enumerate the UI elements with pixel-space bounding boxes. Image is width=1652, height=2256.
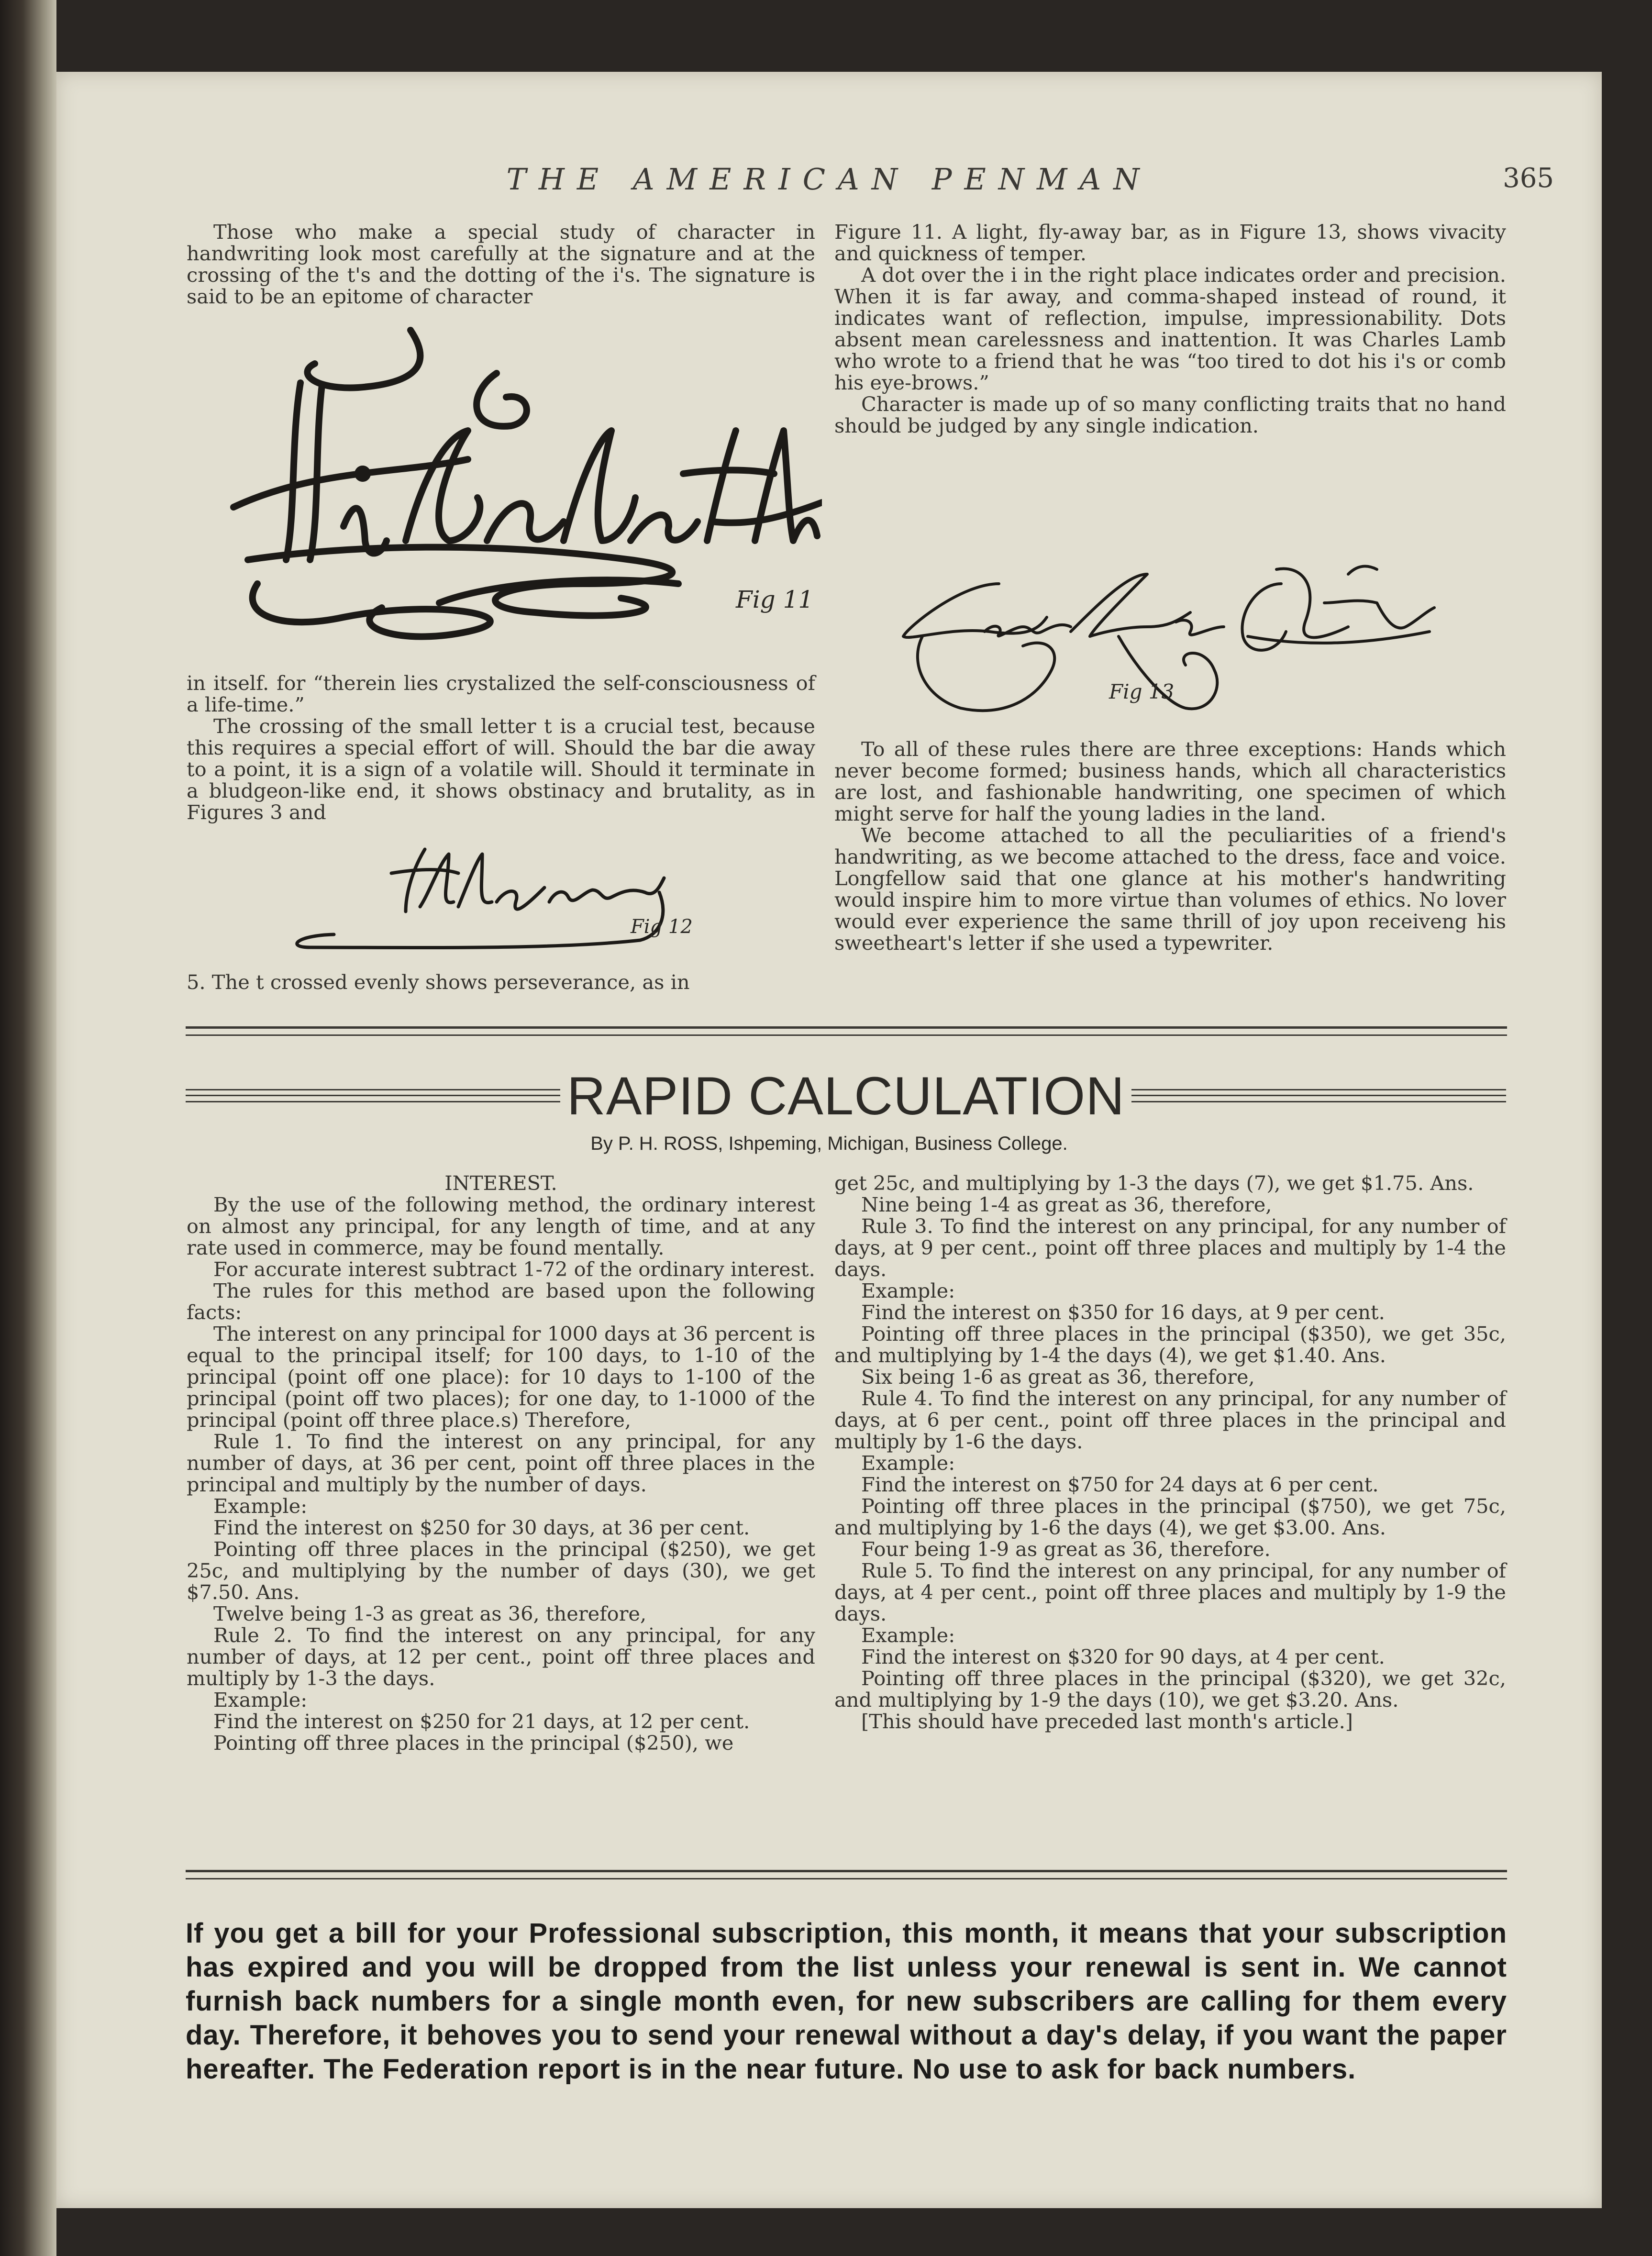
paragraph: get 25c, and multiplying by 1-3 the days (7), we get $1.75. Ans. xyxy=(834,1171,1474,1195)
running-title: THE AMERICAN PENMAN xyxy=(506,162,1152,197)
paragraph: The crossing of the small letter t is a crucial test, because this requires a special effort of will. Should the bar die away to a point, it is a sign of a volatile will. Should it terminate in a bludgeon-like end, it shows obstinacy and brutality, as in Figures 3 and xyxy=(187,714,815,824)
paragraph: Pointing off three places in the principal ($750), we get 75c, and multiplying by 1-6 the days (4), we get $3.00. Ans. xyxy=(834,1494,1506,1539)
article2-byline: By P. H. ROSS, Ishpeming, Michigan, Business College. xyxy=(590,1133,1068,1154)
paragraph: Find the interest on $320 for 90 days, at 4 per cent. xyxy=(861,1645,1385,1668)
title-rule-right xyxy=(1131,1089,1506,1102)
subscription-notice: If you get a bill for your Professional subscription, this month, it means that your subscription has expired and you will be dropped from the list unless your renewal is sent in. We cannot furnish back numbers for a single month even, for new subscribers are calling for them every day. Therefore, it behoves you to send your renewal without a day's delay, if you want the paper hereafter. The Federation report is in the near future. No use to ask for back numbers. xyxy=(186,1918,1507,2085)
paragraph: Find the interest on $250 for 30 days, at 36 per cent. xyxy=(213,1516,750,1539)
paragraph: Those who make a special study of character in handwriting look most carefully at the signature and at the crossing of the t's and the dotting of the i's. The signature is said to be an epitome of character xyxy=(187,220,815,308)
magazine-page xyxy=(56,72,1602,2208)
title-rule-left xyxy=(186,1089,560,1102)
paragraph: Example: xyxy=(861,1279,955,1302)
paragraph: Pointing off three places in the principal ($320), we get 32c, and multiplying by 1-9 the days (10), we get $3.20. Ans. xyxy=(834,1667,1506,1711)
paragraph: Rule 5. To find the interest on any principal, for any number of days, at 4 per cent., point off three places and multiply by 1-9 the days. xyxy=(834,1559,1506,1625)
article1-left-mid xyxy=(187,672,815,845)
paragraph: in itself. for “therein lies crystalized the self-consciousness of a life-time.” xyxy=(187,671,815,716)
paragraph: 5. The t crossed evenly shows perseverance, as in xyxy=(187,970,690,994)
article1-left-bottom xyxy=(187,971,815,995)
paragraph: Example: xyxy=(861,1623,955,1647)
paragraph: Six being 1-6 as great as 36, therefore, xyxy=(861,1365,1255,1389)
article2-right-column xyxy=(834,1172,1506,1852)
article2-title: RAPID CALCULATION xyxy=(566,1066,1125,1126)
article1-left-top xyxy=(187,221,815,307)
paragraph: Find the interest on $750 for 24 days at 6 per cent. xyxy=(861,1473,1379,1496)
paragraph: Find the interest on $350 for 16 days, at 9 per cent. xyxy=(861,1300,1385,1324)
section-divider xyxy=(186,1026,1507,1036)
paragraph: For accurate interest subtract 1-72 of the ordinary interest. xyxy=(213,1257,815,1281)
article2-title-row xyxy=(186,1065,1506,1127)
paragraph: Nine being 1-4 as great as 36, therefore, xyxy=(861,1193,1272,1216)
paragraph: Four being 1-9 as great as 36, therefore. xyxy=(861,1537,1271,1561)
paragraph: Example: xyxy=(861,1451,955,1475)
paragraph: Character is made up of so many conflicting traits that no hand should be judged by any single indication. xyxy=(834,392,1506,437)
paragraph: Figure 11. A light, fly-away bar, as in Figure 13, shows vivacity and quickness of temper. xyxy=(834,220,1506,265)
figure-13-signature xyxy=(879,555,1453,737)
figure-12-signature xyxy=(267,845,698,959)
paragraph: A dot over the i in the right place indicates order and precision. When it is far away, and comma-shaped instead of round, it indicates want of reflection, impulse, impressionability. Dots absent mean carelessness and inattention. It was Charles Lamb who wrote to a friend that he was “too tired to dot his i's or comb his eye-brows.” xyxy=(834,263,1506,394)
paragraph: Find the interest on $250 for 21 days, at 12 per cent. xyxy=(213,1710,750,1733)
paragraph: To all of these rules there are three exceptions: Hands which never become formed; business hands, which all characteristics are lost, and fashionable handwriting, one specimen of which might serve for half the young ladies in the land. xyxy=(834,737,1506,825)
figure-11-signature xyxy=(200,316,822,651)
paragraph: Example: xyxy=(213,1688,308,1711)
figure-11-caption: Fig 11 xyxy=(736,586,814,613)
paragraph: Pointing off three places in the principal ($350), we get 35c, and multiplying by 1-4 the days (4), we get $1.40. Ans. xyxy=(834,1322,1506,1367)
figure-13-caption: Fig 13 xyxy=(1109,680,1175,703)
section-heading: INTEREST. xyxy=(444,1171,557,1195)
paragraph: By the use of the following method, the ordinary interest on almost any principal, for any length of time, and at any rate used in commerce, may be found mentally. xyxy=(187,1193,815,1259)
scan-edge xyxy=(0,0,56,2256)
paragraph: [This should have preceded last month's article.] xyxy=(861,1710,1353,1733)
paragraph: Pointing off three places in the principal ($250), we get 25c, and multiplying by the number of days (30), we get $7.50. Ans. xyxy=(187,1537,815,1604)
paragraph: We become attached to all the peculiarities of a friend's handwriting, as we become attached to the dress, face and voice. Longfellow said that one glance at his mother's handwriting would inspire him to more virtue than volumes of ethics. No lover would ever experience the same thrill of joy upon receiveng his sweetheart's letter if she used a typewriter. xyxy=(834,823,1506,955)
paragraph: Rule 4. To find the interest on any principal, for any number of days, at 6 per cent., point off three places in the principal and multiply by 1-6 the days. xyxy=(834,1387,1506,1453)
page-number: 365 xyxy=(1503,163,1554,194)
paragraph: Rule 3. To find the interest on any principal, for any number of days, at 9 per cent., point off three places and multiply by 1-4 the days. xyxy=(834,1214,1506,1281)
paragraph: Example: xyxy=(213,1494,308,1518)
paragraph: Rule 2. To find the interest on any principal, for any number of days, at 12 per cent., point off three places and multiply by 1-3 the days. xyxy=(187,1623,815,1690)
paragraph: Twelve being 1-3 as great as 36, therefore, xyxy=(213,1602,647,1625)
article1-right-bottom xyxy=(834,738,1506,997)
notice-divider xyxy=(186,1870,1507,1879)
article2-left-column xyxy=(187,1172,815,1852)
paragraph: The rules for this method are based upon the following facts: xyxy=(187,1279,815,1324)
paragraph: Rule 1. To find the interest on any principal, for any number of days, at 36 per cent, point off three places in the principal and multiply by the number of days. xyxy=(187,1430,815,1496)
paragraph: The interest on any principal for 1000 days at 36 percent is equal to the principal itself; for 100 days, to 1-10 of the principal (point off one place): for 10 days to 1-100 of the principal (point off two places); for one day, to 1-1000 of the principal (point off three place.s) Therefore, xyxy=(187,1322,815,1432)
article1-right-top xyxy=(834,221,1506,546)
paragraph: Pointing off three places in the principal ($250), we xyxy=(213,1731,734,1755)
figure-12-caption: Fig 12 xyxy=(631,916,693,938)
